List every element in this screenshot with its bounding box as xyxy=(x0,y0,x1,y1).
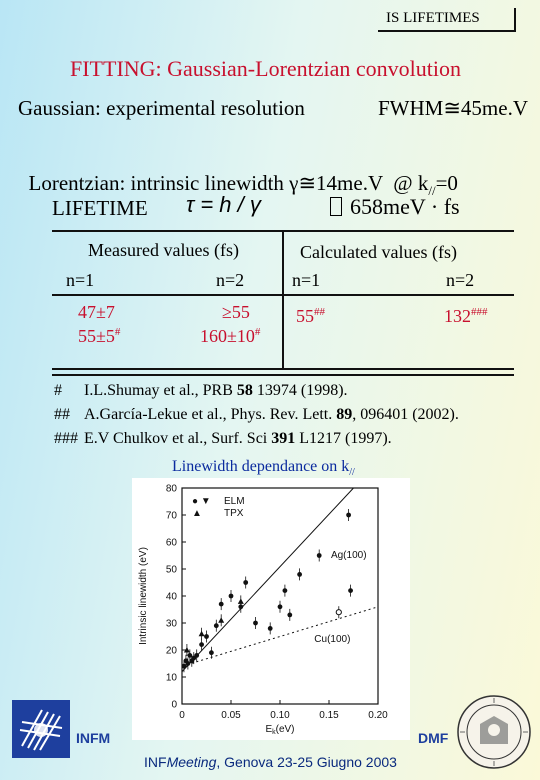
col-measured-n2: n=2 xyxy=(216,270,245,290)
y-tick-label: 50 xyxy=(165,564,177,576)
data-point xyxy=(185,661,190,666)
data-point xyxy=(268,626,273,631)
y-tick-label: 10 xyxy=(165,672,177,684)
table-bottom-rule-1 xyxy=(52,368,514,370)
x-tick-label: 0.15 xyxy=(319,710,339,721)
header-divider-vertical xyxy=(514,8,516,32)
x-tick-label: 0.10 xyxy=(270,710,290,721)
calculated-header: Calculated values (fs) xyxy=(300,242,457,262)
linewidth-chart xyxy=(132,478,410,740)
measured-n2-value-1: ≥55 xyxy=(222,302,250,322)
calc-n2-value: 132### xyxy=(444,306,488,326)
col-calc-n2: n=2 xyxy=(446,270,475,290)
data-point xyxy=(283,588,288,593)
data-point xyxy=(253,621,258,626)
table-column-divider xyxy=(282,232,284,368)
x-tick-label: 0.05 xyxy=(221,710,241,721)
infm-label: INFM xyxy=(76,730,111,746)
reference-2: ## A.García-Lekue et al., Phys. Rev. Lett. 89, 096401 (2002). xyxy=(54,406,459,423)
y-tick-label: 30 xyxy=(165,618,177,630)
data-point xyxy=(219,602,224,607)
x-axis-label: $E_k(eV)$ xyxy=(265,724,295,736)
y-tick-label: 60 xyxy=(165,537,177,549)
data-point xyxy=(194,653,199,658)
data-point xyxy=(199,631,205,637)
y-tick-label: 80 xyxy=(165,483,177,495)
data-point xyxy=(278,604,283,609)
lifetime-formula: τ = h / γ xyxy=(186,192,261,217)
y-tick-label: 40 xyxy=(165,591,177,603)
legend-label: TPX xyxy=(224,508,244,519)
table-bottom-rule-2 xyxy=(52,374,514,376)
lifetime-label: LIFETIME xyxy=(52,196,148,220)
col-measured-n1: n=1 xyxy=(66,270,95,290)
calc-n1-value: 55## xyxy=(296,306,325,326)
data-point xyxy=(229,594,234,599)
lifetime-value: 658meV · fs xyxy=(330,194,460,220)
data-point xyxy=(218,617,224,623)
y-tick-label: 20 xyxy=(165,645,177,657)
legend-symbol: ▲ xyxy=(192,508,202,519)
header-label: IS LIFETIMES xyxy=(386,10,480,26)
page-title: FITTING: Gaussian-Lorentzian convolution xyxy=(70,56,462,81)
data-point xyxy=(346,513,351,518)
data-point xyxy=(214,623,219,628)
meeting-line: INFMeeting, Genova 23-25 Giugno 2003 xyxy=(144,754,397,770)
data-point xyxy=(317,553,322,558)
data-point xyxy=(348,588,353,593)
data-point xyxy=(243,580,248,585)
y-axis-label: Intrinsic linewidth (eV) xyxy=(138,547,149,645)
data-point xyxy=(297,572,302,577)
dmf-label: DMF xyxy=(418,730,449,746)
data-point xyxy=(287,613,292,618)
box-glyph-icon xyxy=(330,197,342,216)
plot-title: Linewidth dependance on $k_{//}$ xyxy=(172,458,355,479)
col-calc-n1: n=1 xyxy=(292,270,321,290)
y-tick-label: 70 xyxy=(165,510,177,522)
x-tick-label: 0 xyxy=(179,710,185,721)
y-tick-label: 0 xyxy=(171,699,177,711)
reference-3: ### E.V Chulkov et al., Surf. Sci 391 L1217 (1997). xyxy=(54,430,392,447)
legend-label: ELM xyxy=(224,496,245,507)
annotation-cu100: Cu(100) xyxy=(314,633,351,645)
data-point xyxy=(336,610,341,615)
gaussian-text: Gaussian: experimental resolution xyxy=(18,96,305,120)
measured-n1-value-1: 47±7 xyxy=(78,302,115,322)
fwhm-text: FWHM≅45me.V xyxy=(378,96,529,120)
reference-1: # I.L.Shumay et al., PRB 58 13974 (1998). xyxy=(54,382,348,399)
header-divider xyxy=(378,30,516,32)
data-point xyxy=(199,642,204,647)
university-seal xyxy=(456,694,532,770)
data-point xyxy=(204,634,209,639)
x-tick-label: 0.20 xyxy=(368,710,388,721)
annotation-ag100: Ag(100) xyxy=(330,550,367,562)
chart-svg xyxy=(132,478,410,740)
seal-icon xyxy=(456,694,532,770)
infm-logo xyxy=(12,700,70,758)
legend-symbol: ● ▼ xyxy=(192,496,211,507)
lorentzian-text: Lorentzian: intrinsic linewidth γ≅14me.V @ $k_{//}=0$ xyxy=(28,171,458,199)
measured-header: Measured values (fs) xyxy=(88,240,239,260)
data-point xyxy=(209,650,214,655)
data-point xyxy=(238,598,244,604)
infm-logo-graphic xyxy=(12,700,70,758)
measured-n1-value-2: 55±5# xyxy=(78,326,121,346)
measured-n2-value-2: 160±10# xyxy=(200,326,261,346)
